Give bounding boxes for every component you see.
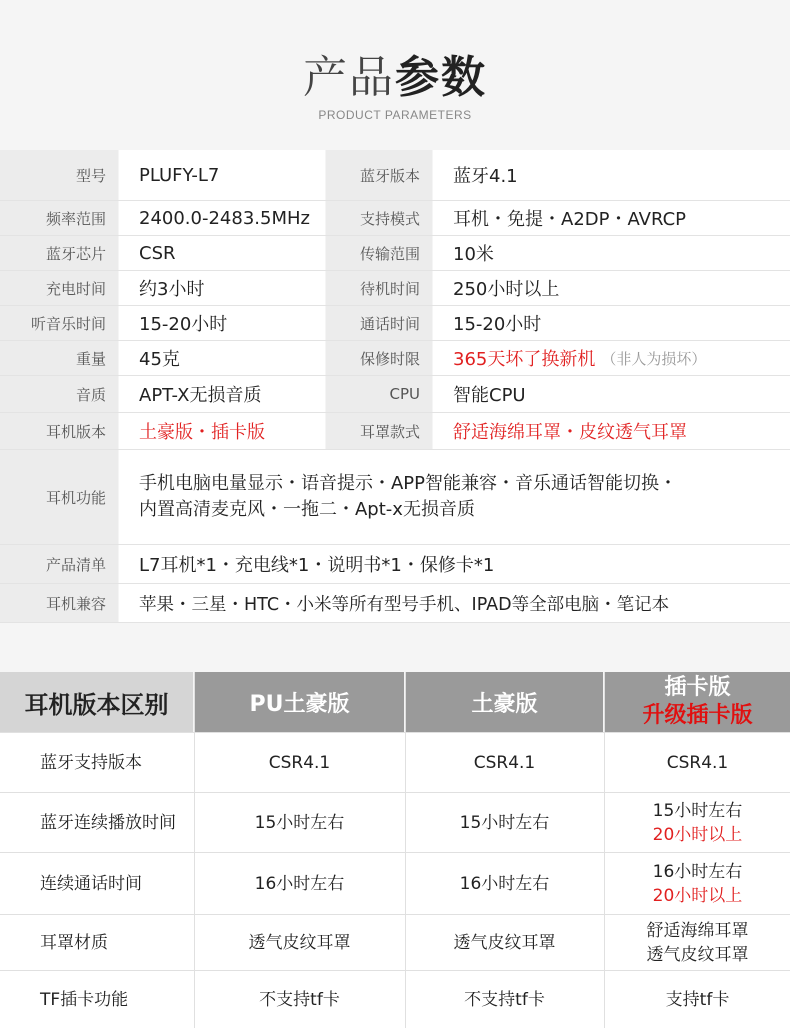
spec-value: L7耳机*1・充电线*1・说明书*1・保修卡*1 xyxy=(119,545,790,583)
spec-label: 音质 xyxy=(0,376,118,412)
spec-table xyxy=(0,150,790,623)
spec-value: 土豪版・插卡版 xyxy=(119,413,325,449)
cell-line: 透气皮纹耳罩 xyxy=(646,945,749,965)
spec-label: 型号 xyxy=(0,150,118,200)
spec-row xyxy=(0,584,790,623)
cell-line: 15小时左右 xyxy=(652,801,743,821)
page-title xyxy=(0,48,790,108)
spec-value: 45克 xyxy=(119,341,325,375)
warranty-note: （非人为损坏） xyxy=(601,349,707,368)
spec-row xyxy=(0,341,790,376)
comparison-header-col1: PU土豪版 xyxy=(195,672,404,732)
spec-value: 舒适海绵耳罩・皮纹透气耳罩 xyxy=(433,413,790,449)
spec-label: 耳机功能 xyxy=(0,450,118,544)
cell-line: 支持tf卡 xyxy=(665,990,730,1010)
spec-label: 传输范围 xyxy=(326,236,432,270)
col3-subtitle: 升级插卡版 xyxy=(642,703,753,728)
cell-line: 16小时左右 xyxy=(652,862,743,882)
row-label: 蓝牙连续播放时间 xyxy=(40,813,176,833)
spec-value: 耳机・免提・A2DP・AVRCP xyxy=(433,201,790,235)
cell-line: CSR4.1 xyxy=(666,753,729,773)
spec-value: PLUFY-L7 xyxy=(119,150,325,200)
spec-label: 蓝牙芯片 xyxy=(0,236,118,270)
spec-row xyxy=(0,150,790,201)
spec-label: 保修时限 xyxy=(326,341,432,375)
comparison-header-col3 xyxy=(605,672,790,732)
spec-label: 耳机版本 xyxy=(0,413,118,449)
cell xyxy=(605,915,790,971)
spec-row xyxy=(0,545,790,584)
spec-value xyxy=(433,341,790,375)
spec-value: 蓝牙4.1 xyxy=(433,150,790,200)
cell: CSR4.1 xyxy=(473,753,536,773)
row-label: 连续通话时间 xyxy=(40,874,142,894)
cell: 透气皮纹耳罩 xyxy=(248,933,351,953)
function-line: 手机电脑电量显示・语音提示・APP智能兼容・音乐通话智能切换・ xyxy=(139,473,678,494)
spec-row xyxy=(0,450,790,545)
col3-title: 插卡版 xyxy=(664,675,731,700)
spec-label: 充电时间 xyxy=(0,271,118,305)
cell xyxy=(605,971,790,1029)
spec-value: 智能CPU xyxy=(433,376,790,412)
row-label: 蓝牙支持版本 xyxy=(40,753,142,773)
cell: 透气皮纹耳罩 xyxy=(453,933,556,953)
row-label: TF插卡功能 xyxy=(40,990,129,1010)
spec-row xyxy=(0,236,790,271)
spec-value: 约3小时 xyxy=(119,271,325,305)
title-part2: 参数 xyxy=(395,52,487,103)
cell: 不支持tf卡 xyxy=(259,990,340,1010)
spec-label: 频率范围 xyxy=(0,201,118,235)
title-part1: 产品 xyxy=(303,52,395,103)
comparison-row xyxy=(0,792,790,853)
spec-label: CPU xyxy=(326,376,432,412)
cell-line: 舒适海绵耳罩 xyxy=(646,921,749,941)
cell xyxy=(605,793,790,853)
cell: 16小时左右 xyxy=(254,874,345,894)
spec-value: 15-20小时 xyxy=(119,306,325,340)
comparison-header-col2: 土豪版 xyxy=(406,672,603,732)
warranty-value: 365天坏了换新机 xyxy=(453,349,596,370)
cell xyxy=(605,853,790,915)
spec-value: 2400.0-2483.5MHz xyxy=(119,201,325,235)
spec-label: 蓝牙版本 xyxy=(326,150,432,200)
spec-label: 耳罩款式 xyxy=(326,413,432,449)
spec-label: 听音乐时间 xyxy=(0,306,118,340)
column-divider xyxy=(405,672,406,1028)
spec-label: 耳机兼容 xyxy=(0,584,118,622)
cell: 15小时左右 xyxy=(459,813,550,833)
column-divider xyxy=(604,672,605,1028)
comparison-row xyxy=(0,852,790,915)
spec-value: 10米 xyxy=(433,236,790,270)
comparison-row xyxy=(0,914,790,971)
spec-value: 250小时以上 xyxy=(433,271,790,305)
spec-value xyxy=(119,450,790,544)
spec-label: 支持模式 xyxy=(326,201,432,235)
cell: 15小时左右 xyxy=(254,813,345,833)
cell xyxy=(605,733,790,793)
column-divider xyxy=(194,672,195,1028)
spec-value: 苹果・三星・HTC・小米等所有型号手机、IPAD等全部电脑・笔记本 xyxy=(119,584,790,622)
comparison-row xyxy=(0,732,790,793)
spec-row xyxy=(0,376,790,413)
spec-row xyxy=(0,306,790,341)
spec-value: 15-20小时 xyxy=(433,306,790,340)
function-line: 内置高清麦克风・一拖二・Apt-x无损音质 xyxy=(139,499,475,520)
spec-value: CSR xyxy=(119,236,325,270)
page-subtitle: PRODUCT PARAMETERS xyxy=(318,108,472,122)
page-header xyxy=(0,0,790,150)
cell: 16小时左右 xyxy=(459,874,550,894)
spec-row xyxy=(0,271,790,306)
cell-line: 20小时以上 xyxy=(652,825,743,845)
comparison-row xyxy=(0,970,790,1029)
spec-value: APT-X无损音质 xyxy=(119,376,325,412)
spec-label: 产品清单 xyxy=(0,545,118,583)
cell-line: 20小时以上 xyxy=(652,886,743,906)
row-label: 耳罩材质 xyxy=(40,933,108,953)
spec-row xyxy=(0,413,790,450)
cell: CSR4.1 xyxy=(268,753,331,773)
comparison-header-label: 耳机版本区别 xyxy=(0,672,193,732)
spec-label: 待机时间 xyxy=(326,271,432,305)
spec-row xyxy=(0,201,790,236)
cell: 不支持tf卡 xyxy=(464,990,545,1010)
spec-label: 通话时间 xyxy=(326,306,432,340)
spec-label: 重量 xyxy=(0,341,118,375)
